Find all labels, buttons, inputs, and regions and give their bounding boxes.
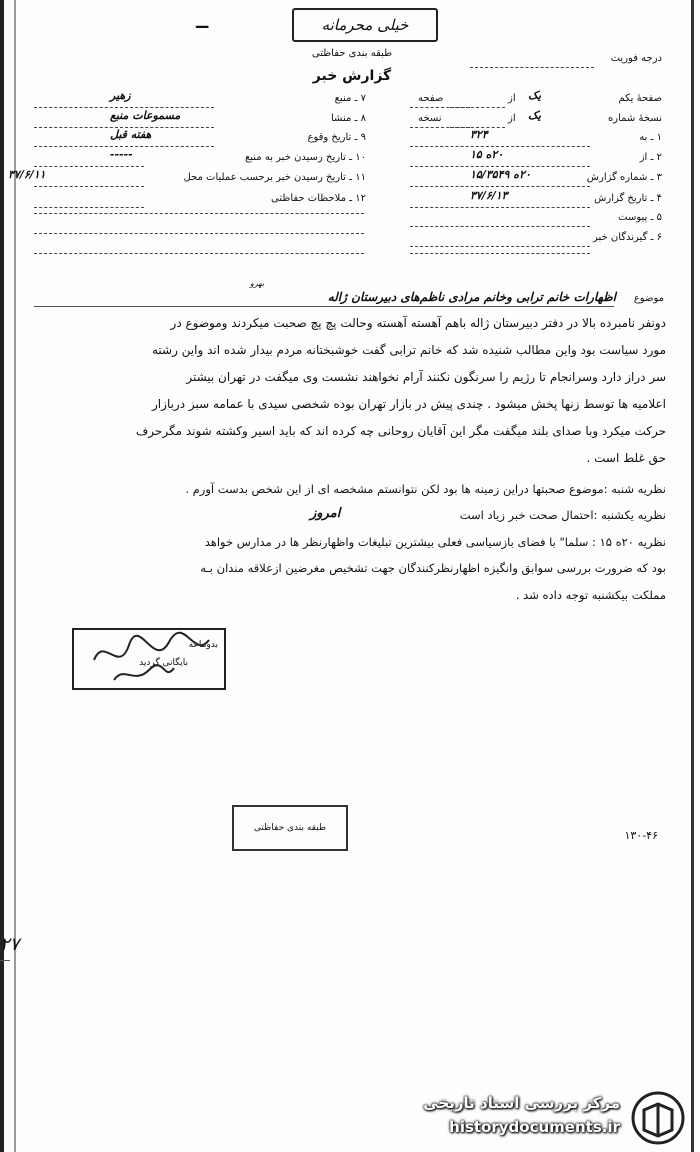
- field-value-right: ۳۲۴: [470, 128, 488, 141]
- secret-stamp: [292, 8, 438, 42]
- field-label-right: ۴ ـ تاریخ گزارش: [594, 193, 662, 204]
- watermark-site: historydocuments.ir: [449, 1118, 620, 1136]
- note-line: نظریه یکشنبه :احتمال صحت خبر زیاد است: [459, 508, 666, 522]
- priority-line: [470, 67, 594, 68]
- field-value-left: -----: [110, 148, 133, 161]
- field-value-left: هفته قبل: [110, 128, 152, 141]
- subject-label: موضوع: [633, 293, 664, 304]
- field-label-left: ۸ ـ منشا: [330, 113, 366, 124]
- archive-stamp-line2: بایگانی گردید: [139, 658, 188, 668]
- field-line-right: [410, 146, 590, 147]
- signature-mark: [74, 630, 224, 688]
- field-from: از: [508, 93, 516, 104]
- field-line-left: [34, 107, 214, 108]
- field-line-right: [410, 246, 590, 247]
- note-line: مملکت بیکشنبه توجه داده شد .: [515, 588, 666, 602]
- archive-logo-icon: [630, 1090, 686, 1146]
- field-label-right: ۳ ـ شماره گزارش: [586, 172, 662, 183]
- field-label-left: ۱۲ ـ ملاحظات حفاظتی: [271, 193, 366, 204]
- field-label-right: نسخهٔ شماره: [608, 113, 662, 124]
- subject-superscript: بهرو: [250, 279, 265, 288]
- archive-watermark: [420, 1088, 692, 1146]
- body-line: مورد سیاست بود واین مطالب شنیده شد که خانم ترابی گفت خوشبختانه مردم بیدار شده اند واین رشته: [151, 343, 666, 357]
- field-label-right: صفحهٔ یکم: [618, 93, 662, 104]
- field-label-left: ۹ ـ تاریخ وقوع: [307, 132, 366, 143]
- field-line-left: [34, 146, 214, 147]
- body-line: حرکت میکرد وبا صدای بلند میگفت مگر این آقایان روحانی چه کرده اند که باید اسیر وکشته شوند مگرحرف: [135, 424, 666, 438]
- report-title: گزارش خبر: [312, 68, 392, 84]
- field-line-left: [34, 166, 144, 167]
- watermark-org: مرکز بررسی اسناد تاریخی: [423, 1094, 620, 1112]
- secret-stamp-text: خیلی محرمانه: [321, 16, 409, 34]
- handwritten-note: امروز: [310, 506, 341, 521]
- field-label-right: ۱ ـ به: [639, 132, 662, 143]
- field-line-left: [34, 186, 144, 187]
- field-label-left: ۷ ـ منبع: [334, 93, 366, 104]
- archive-stamp-line1: بدوماعه: [188, 640, 218, 650]
- scan-edge-right: [691, 0, 694, 1152]
- classification-label: طبقه بندی حفاظتی: [311, 48, 393, 59]
- note-line: بود که ضرورت بررسی سوابق وانگیزه اظهارنظرکنندگان جهت تشخیص مغرضین ازعلاقه مندان بـه: [200, 561, 666, 575]
- field-value-right: یک: [528, 109, 541, 122]
- field-line-right-b: [450, 107, 505, 108]
- field-line-right: [410, 166, 590, 167]
- note-line: نظریه ۲۰ه ۱۵ : سلما" با فضای بازسیاسی فعلی بیشترین تبلیغات واظهارنظر ها در مدارس خواهد: [204, 535, 666, 549]
- blank-line: [34, 253, 364, 254]
- body-line: سر دراز دارد وسرانجام تا رژیم را سرنگون نکنند آرام نخواهند نشست وی میگفت در تهران بیشتر: [186, 370, 666, 384]
- field-label-right: ۵ ـ پیوست: [618, 212, 662, 223]
- field-value-right: ۲۰ه ۱۵: [470, 148, 504, 161]
- field-line-left: [34, 207, 144, 208]
- priority-label: درجه فوریت: [610, 53, 662, 64]
- field-value-left: مسموعات منبع: [110, 109, 181, 122]
- body-line: حق غلط است .: [586, 451, 666, 465]
- margin-mark: ۲۷: [0, 934, 20, 955]
- classification-stamp: [232, 805, 348, 851]
- archive-stamp: [72, 628, 226, 690]
- subject-text: اظهارات خانم ترابی وخانم مرادی ناظم‌های دبیرستان ژاله: [327, 290, 616, 304]
- field-label-left: ۱۰ ـ تاریخ رسیدن خبر به منبع: [244, 152, 366, 163]
- field-label-left: ۱۱ ـ تاریخ رسیدن خبر برحسب عملیات محل: [183, 172, 366, 183]
- top-mark-left: ــ: [196, 12, 209, 33]
- field-unit: نسخه: [418, 113, 442, 124]
- document-number: ۱۳۰-۴۶: [624, 829, 658, 842]
- field-value-left: زهیر: [110, 89, 131, 102]
- field-value-left: ۳۷/۶/۱۱: [8, 168, 46, 181]
- field-label-right: ۶ ـ گیرندگان خبر: [592, 232, 662, 243]
- field-from: از: [508, 113, 516, 124]
- field-value-right: ۳۷/۶/۱۳: [470, 189, 508, 202]
- field-line-right: [410, 207, 590, 208]
- field-line-right: [410, 226, 590, 227]
- field-label-right: ۲ ـ از: [639, 152, 662, 163]
- blank-line: [34, 213, 364, 214]
- note-line: نظریه شنبه :موضوع صحبتها دراین زمینه ها بود لکن نتوانستم مشخصه ای از این شخص بدست آورم .: [185, 482, 666, 496]
- field-unit: صفحه: [418, 93, 444, 104]
- subject-underline: [34, 306, 614, 307]
- blank-line: [34, 233, 364, 234]
- field-value-right: یک: [528, 89, 541, 102]
- body-line: اعلامیه ها توسط زنها پخش میشود . چندی پیش در بازار تهران بوده شخصی سیدی با عمامه سبز دربازار: [152, 397, 666, 411]
- field-value-right: ۲۰ه ۱۵/۳۵۴۹: [470, 168, 531, 181]
- scan-edge-left: [0, 0, 4, 1152]
- body-line: دونفر نامبرده بالا در دفتر دبیرستان ژاله باهم آهسته آهسته وحالت پچ پچ صحبت میکردند وموضوع در: [170, 316, 666, 330]
- margin-tick: [0, 960, 10, 961]
- blank-line: [410, 253, 590, 254]
- classification-stamp-text: طبقه بندی حفاظتی: [253, 823, 327, 833]
- field-line-right: [410, 186, 590, 187]
